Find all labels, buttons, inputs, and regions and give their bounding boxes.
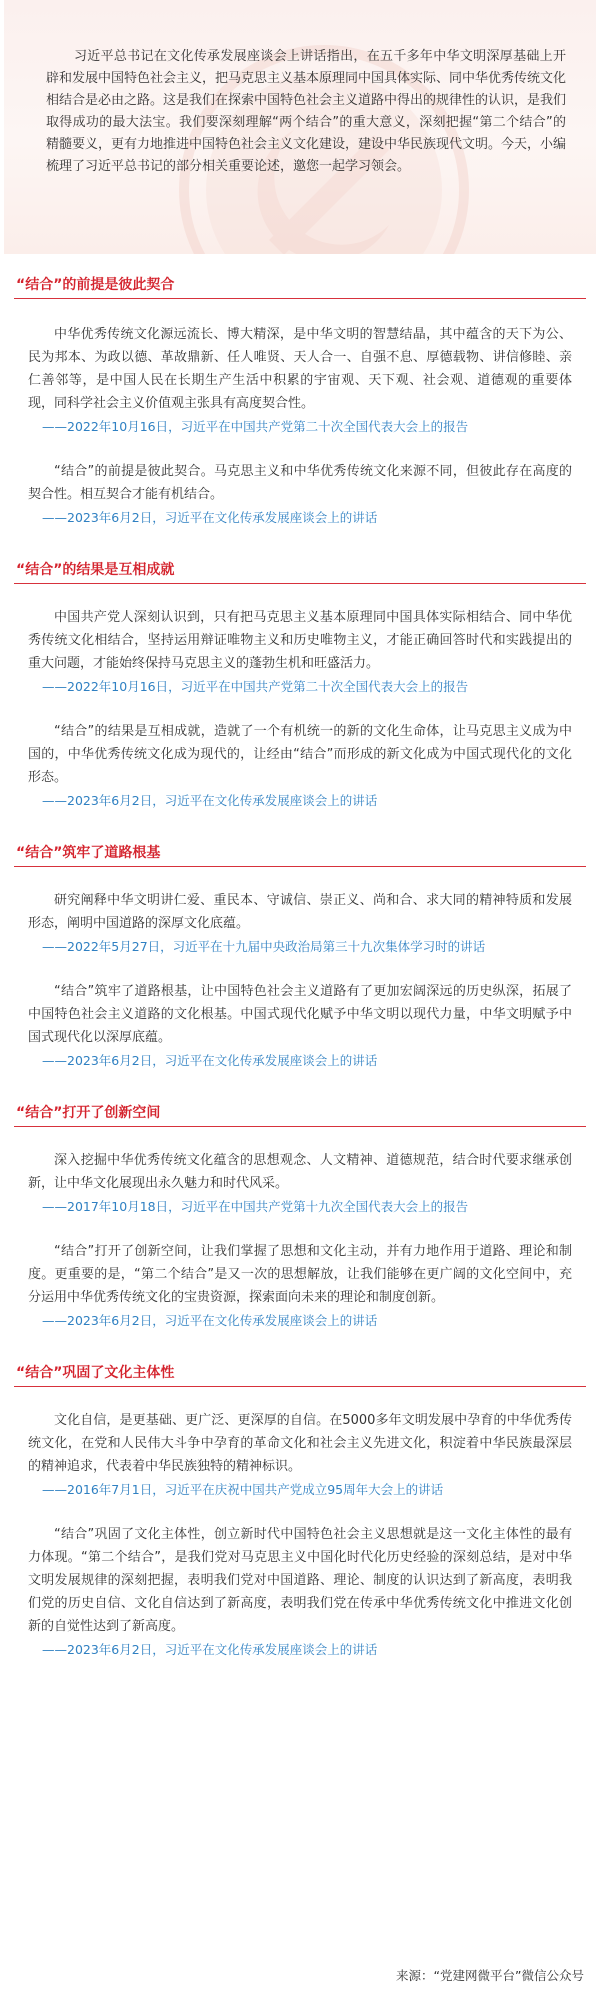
section-header [14,549,586,584]
section-header [14,1092,586,1127]
section-title: “结合”筑牢了道路根基 [16,845,161,861]
section-2 [0,549,600,812]
section-title: “结合”的前提是彼此契合 [16,277,175,293]
section-title: “结合”打开了创新空间 [16,1105,161,1121]
quote-source: ——2022年10月16日，习近平在中国共产党第二十次全国代表大会上的报告 [42,679,469,694]
quote-paragraph: “结合”打开了创新空间，让我们掌握了思想和文化主动，并有力地作用于道路、理论和制度。更重要的是，“第二个结合”是又一次的思想解放，让我们能够在更广阔的文化空间中，充分运用中华优秀传统文化的宝贵资源，探索面向未来的理论和制度创新。 [28,1244,572,1305]
quote-source: ——2022年5月27日，习近平在十九届中央政治局第三十九次集体学习时的讲话 [42,939,486,954]
quote-source: ——2023年6月2日，习近平在文化传承发展座谈会上的讲话 [42,510,378,525]
quote-source: ——2016年7月1日，习近平在庆祝中国共产党成立95周年大会上的讲话 [42,1482,444,1497]
section-4 [0,1092,600,1332]
quote-paragraph: “结合”的前提是彼此契合。马克思主义和中华优秀传统文化来源不同，但彼此存在高度的契合性。相互契合才能有机结合。 [28,464,572,502]
source-footer: 来源：“党建网微平台”微信公众号 [396,1968,584,1983]
quote-paragraph: 中华优秀传统文化源远流长、博大精深，是中华文明的智慧结晶，其中蕴含的天下为公、民为邦本、为政以德、革故鼎新、任人唯贤、天人合一、自强不息、厚德载物、讲信修睦、亲仁善邻等，是中国人民在长期生产生活中积累的宇宙观、天下观、社会观、道德观的重要体现，同科学社会主义价值观主张具有高度契合性。 [28,327,572,411]
quote-source: ——2017年10月18日，习近平在中国共产党第十九次全国代表大会上的报告 [42,1199,469,1214]
intro-paragraph: 习近平总书记在文化传承发展座谈会上讲话指出，在五千多年中华文明深厚基础上开辟和发展中国特色社会主义，把马克思主义基本原理同中国具体实际、同中华优秀传统文化相结合是必由之路。这是我们在探索中国特色社会主义道路中得出的规律性的认识，是我们取得成功的最大法宝。我们要深刻理解“两个结合”的重大意义，深刻把握“第二个结合”的精髓要义，更有力地推进中国特色社会主义文化建设，建设中华民族现代文明。今天，小编梳理了习近平总书记的部分相关重要论述，邀您一起学习领会。 [46,49,567,174]
section-header [14,1352,586,1387]
quote-source: ——2023年6月2日，习近平在文化传承发展座谈会上的讲话 [42,1053,378,1068]
quote-paragraph: 文化自信，是更基础、更广泛、更深厚的自信。在5000多年文明发展中孕育的中华优秀传统文化，在党和人民伟大斗争中孕育的革命文化和社会主义先进文化，积淀着中华民族最深层的精神追求，代表着中华民族独特的精神标识。 [28,1413,572,1474]
quote-source: ——2023年6月2日，习近平在文化传承发展座谈会上的讲话 [42,793,378,808]
quote-source: ——2022年10月16日，习近平在中国共产党第二十次全国代表大会上的报告 [42,419,469,434]
quote-paragraph: 深入挖掘中华优秀传统文化蕴含的思想观念、人文精神、道德规范，结合时代要求继承创新，让中华文化展现出永久魅力和时代风采。 [28,1153,572,1191]
quote-paragraph: “结合”筑牢了道路根基，让中国特色社会主义道路有了更加宏阔深远的历史纵深，拓展了中国特色社会主义道路的文化根基。中国式现代化赋予中华文明以现代力量，中华文明赋予中国式现代化以深厚底蕴。 [28,984,572,1045]
section-header [14,264,586,299]
quote-paragraph: “结合”巩固了文化主体性，创立新时代中国特色社会主义思想就是这一文化主体性的最有力体现。“第二个结合”，是我们党对马克思主义中国化时代化历史经验的深刻总结，是对中华文明发展规律的深刻把握，表明我们党对中国道路、理论、制度的认识达到了新高度，表明我们党的历史自信、文化自信达到了新高度，表明我们党在传承中华优秀传统文化中推进文化创新的自觉性达到了新高度。 [28,1527,572,1634]
section-header [14,832,586,867]
section-3 [0,832,600,1072]
section-title: “结合”的结果是互相成就 [16,562,175,578]
quote-paragraph: “结合”的结果是互相成就，造就了一个有机统一的新的文化生命体，让马克思主义成为中国的，中华优秀传统文化成为现代的，让经由“结合”而形成的新文化成为中国式现代化的文化形态。 [28,724,572,785]
intro-card [4,0,596,254]
section-1 [0,264,600,529]
section-title: “结合”巩固了文化主体性 [16,1365,175,1381]
quote-paragraph: 研究阐释中华文明讲仁爱、重民本、守诚信、崇正义、尚和合、求大同的精神特质和发展形态，阐明中国道路的深厚文化底蕴。 [28,893,572,931]
section-5 [0,1352,600,1661]
quote-paragraph: 中国共产党人深刻认识到，只有把马克思主义基本原理同中国具体实际相结合、同中华优秀传统文化相结合，坚持运用辩证唯物主义和历史唯物主义，才能正确回答时代和实践提出的重大问题，才能始终保持马克思主义的蓬勃生机和旺盛活力。 [28,610,572,671]
quote-source: ——2023年6月2日，习近平在文化传承发展座谈会上的讲话 [42,1642,378,1657]
quote-source: ——2023年6月2日，习近平在文化传承发展座谈会上的讲话 [42,1313,378,1328]
